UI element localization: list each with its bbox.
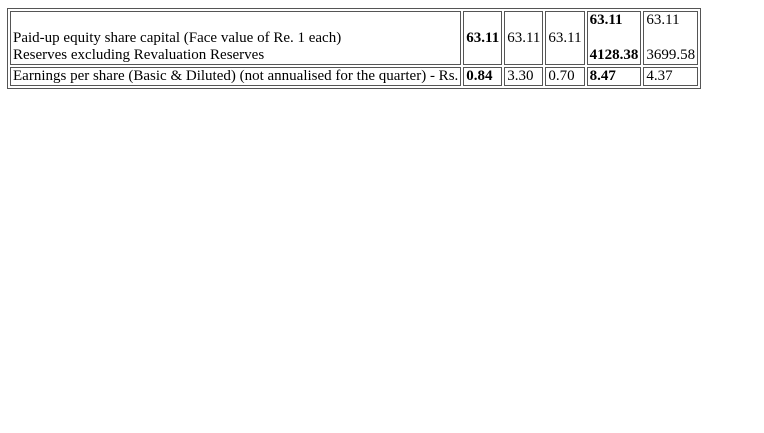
eps-col2: 3.30 xyxy=(504,67,543,86)
reserves-label: Reserves excluding Revaluation Reserves xyxy=(13,47,265,63)
table-row xyxy=(10,11,698,65)
share-capital-label: Paid-up equity share capital (Face value of Re. 1 each) xyxy=(13,30,342,46)
financial-results-table xyxy=(7,8,701,89)
share-capital-reserves-label-cell xyxy=(10,11,461,65)
table-row xyxy=(10,67,698,86)
eps-col5: 4.37 xyxy=(643,67,698,86)
reserves-col4: 4128.38 xyxy=(589,47,639,63)
share-capital-col3: 63.11 xyxy=(545,11,584,65)
share-capital-reserves-col4 xyxy=(587,11,642,65)
share-capital-reserves-col5 xyxy=(643,11,698,65)
share-capital-col5: 63.11 xyxy=(646,12,680,28)
share-capital-col1: 63.11 xyxy=(463,11,502,65)
eps-col4: 8.47 xyxy=(587,67,642,86)
reserves-col5: 3699.58 xyxy=(646,47,696,63)
eps-label: Earnings per share (Basic & Diluted) (not annualised for the quarter) - Rs. xyxy=(10,67,461,86)
eps-col1: 0.84 xyxy=(463,67,502,86)
eps-col3: 0.70 xyxy=(545,67,584,86)
share-capital-col2: 63.11 xyxy=(504,11,543,65)
share-capital-col4: 63.11 xyxy=(589,12,623,28)
